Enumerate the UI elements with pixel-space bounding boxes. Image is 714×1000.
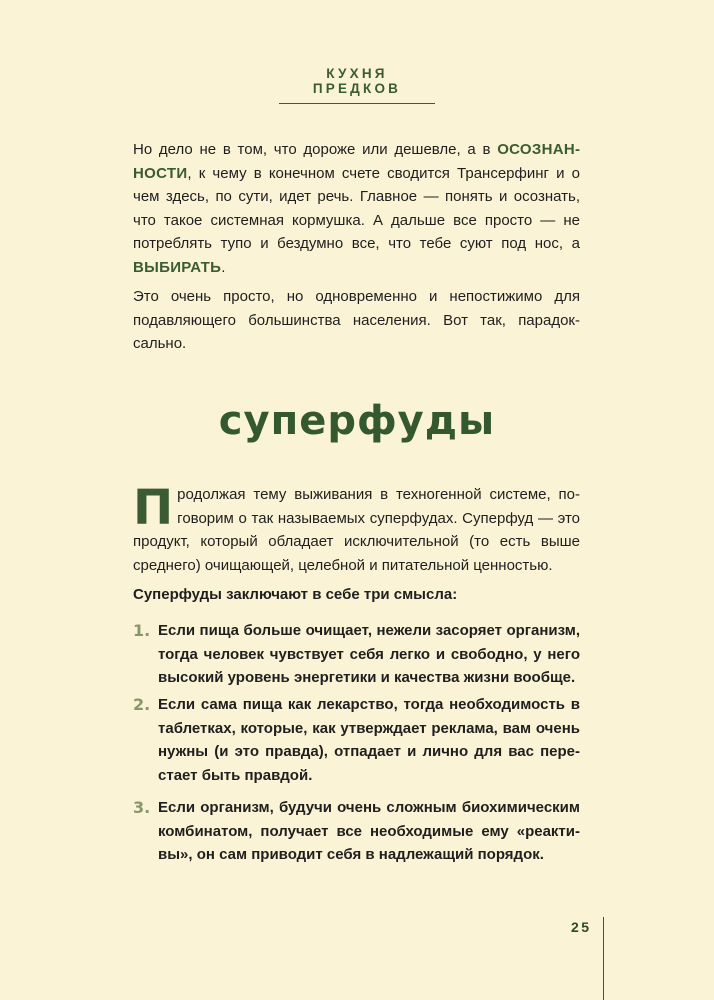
list-text: Если организм, будучи очень сложным биохимическим комбинатом, получает все необходимые ему «реактивы», он сам приводит себя в надлежащий порядок. (158, 799, 580, 863)
list-text: Если сама пища как лекарство, тогда необходимость в таблетках, которые, как утверждает реклама, вам очень нужны (и это правда), отпадает и лично для вас перестает быть правдой. (158, 696, 580, 784)
list-lead: Суперфуды заключают в себе три смысла: (133, 586, 458, 603)
list-number: 1. (133, 621, 151, 640)
page-number: 25 (571, 919, 592, 935)
intro-paragraph (133, 480, 580, 577)
paragraph-1-start: Но дело не в том, что дороже или дешевле, а в (133, 141, 498, 158)
list-item (133, 619, 580, 690)
intro-text: родолжая тему выживания в техногенной системе, поговорим о так называемых суперфудах. Суперфуд — это продукт, который обладает исключительной (то есть выше среднего) очищающей, целебной и питательной ценностью. (133, 486, 580, 574)
highlight-choose: ВЫБИРАТЬ (133, 258, 222, 276)
paragraph-1-middle: , к чему в конечном счете сводится Трансерфинг и о чем здесь, по сути, идет речь. Главное — понять и осознать, что такое системная кормушка. А дальше все просто — не потреблять тупо и бездумно все, что тебе суют под нос, а (133, 164, 580, 252)
list-number: 3. (133, 798, 151, 817)
list-text: Если пища больше очищает, нежели засоряет организм, тогда человек чувствует себя легко и свободно, у него высокий уровень энергетики и качества жизни вообще. (158, 622, 580, 686)
margin-rule (603, 917, 604, 1000)
list-number: 2. (133, 695, 151, 714)
list-item (133, 693, 580, 787)
highlight-awareness: ОСОЗНАННОСТИ (133, 141, 580, 182)
paragraph-2: Это очень просто, но одновременно и непостижимо для подавляющего большинства населения. Вот так, парадоксально. (133, 288, 580, 352)
header-title: КУХНЯ ПРЕДКОВ (279, 66, 435, 104)
drop-cap: П (133, 480, 174, 536)
paragraph-1 (133, 138, 580, 279)
paragraph-1-end: . (221, 258, 226, 276)
section-title: суперфуды (218, 398, 496, 444)
running-header (0, 66, 714, 104)
list-item (133, 796, 580, 867)
